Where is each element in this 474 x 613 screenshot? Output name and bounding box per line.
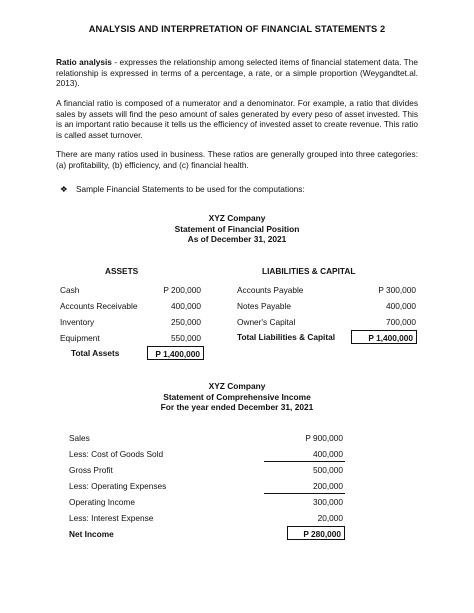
position-statement-heading [0, 213, 474, 245]
paragraph-ratio-categories: There are many ratios used in business. These ratios are generally grouped into three categories: (a) profitability, (b) efficiency, and (c) financial health. [56, 149, 418, 170]
income-row-value: 500,000 [313, 465, 343, 475]
ratio-analysis-definition: - expresses the relationship among selected items of financial statement data. The relationship is expressed in terms of a percentage, a rate, or a simple proportion (Weygandtet.al. 2013). [56, 57, 418, 89]
total-liabilities-label: Total Liabilities & Capital [237, 332, 336, 342]
paragraph-financial-ratio: A financial ratio is composed of a numerator and a denominator. For example, a ratio that divides sales by assets will find the peso amount of sales generated by every peso of asset invested. This is an important ratio because it tells us the efficiency of invested asset to create revenue. This ratio is called asset turnover. [56, 98, 418, 140]
total-assets-label: Total Assets [71, 348, 120, 358]
net-income-label: Net Income [69, 529, 114, 539]
total-liabilities-value: P 1,400,000 [351, 330, 417, 344]
asset-label: Equipment [60, 333, 100, 343]
asset-value: P 200,000 [163, 285, 201, 295]
position-company-name: XYZ Company [208, 213, 266, 223]
income-row-value: 20,000 [317, 513, 343, 523]
asset-label: Accounts Receivable [60, 301, 138, 311]
income-row-value: 300,000 [313, 497, 343, 507]
income-row-value: 400,000 [313, 449, 343, 459]
income-row-label: Less: Interest Expense [69, 513, 154, 523]
bullet-item [60, 184, 305, 194]
income-row-value: P 900,000 [305, 433, 343, 443]
liabilities-header: LIABILITIES & CAPITAL [262, 266, 356, 276]
income-statement-title: Statement of Comprehensive Income [163, 391, 311, 402]
liability-label: Owner's Capital [237, 317, 296, 327]
income-row-value: 200,000 [313, 481, 343, 491]
paragraph-ratio-analysis [56, 57, 418, 89]
income-statement-heading [0, 381, 474, 413]
income-row-label: Less: Cost of Goods Sold [69, 449, 164, 459]
asset-label: Cash [60, 285, 80, 295]
total-assets-value: P 1,400,000 [147, 346, 204, 360]
position-statement-date: As of December 31, 2021 [187, 234, 287, 244]
subtotal-rule [264, 461, 345, 462]
term-ratio-analysis: Ratio analysis [56, 57, 112, 67]
subtotal-rule [264, 493, 345, 494]
assets-header: ASSETS [105, 266, 139, 276]
position-statement-title: Statement of Financial Position [174, 223, 300, 234]
income-row-label: Gross Profit [69, 465, 113, 475]
asset-label: Inventory [60, 317, 95, 327]
liability-value: 400,000 [386, 301, 416, 311]
diamond-bullet-icon: ❖ [60, 184, 68, 194]
income-row-label: Sales [69, 433, 90, 443]
liability-label: Notes Payable [237, 301, 291, 311]
asset-value: 250,000 [171, 317, 201, 327]
liability-label: Accounts Payable [237, 285, 304, 295]
income-statement-date: For the year ended December 31, 2021 [160, 402, 314, 412]
asset-value: 400,000 [171, 301, 201, 311]
net-income-value: P 280,000 [287, 526, 345, 540]
income-company-name: XYZ Company [208, 381, 266, 391]
liability-value: P 300,000 [378, 285, 416, 295]
asset-value: 550,000 [171, 333, 201, 343]
income-row-label: Operating Income [69, 497, 135, 507]
bullet-text: Sample Financial Statements to be used for the computations: [76, 184, 305, 194]
liability-value: 700,000 [386, 317, 416, 327]
income-row-label: Less: Operating Expenses [69, 481, 167, 491]
page-title: ANALYSIS AND INTERPRETATION OF FINANCIAL STATEMENTS 2 [88, 24, 386, 34]
